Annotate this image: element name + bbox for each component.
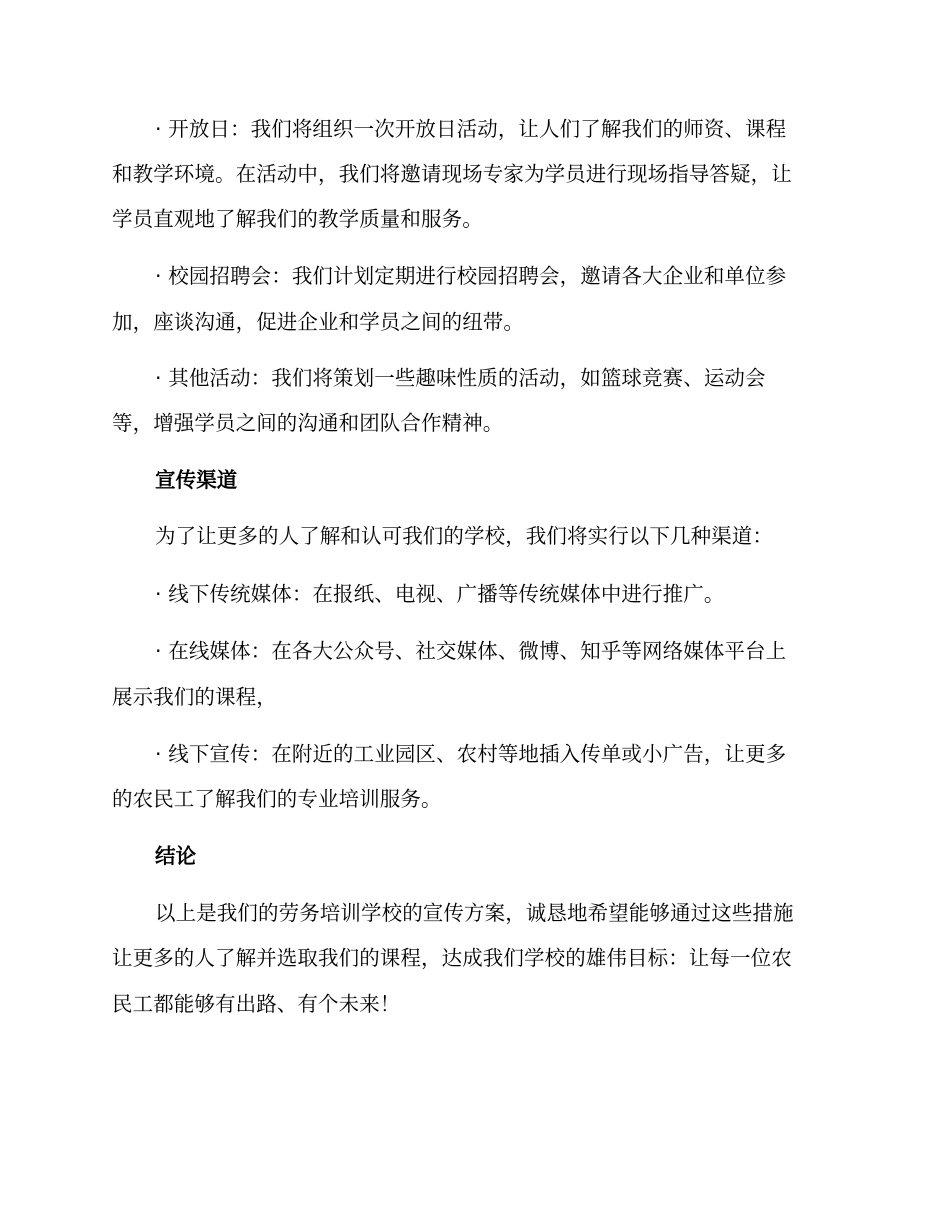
section-heading-conclusion: 结论 <box>155 844 197 868</box>
paragraph-campus-recruit-line-1: · 校园招聘会：我们计划定期进行校园招聘会，邀请各大企业和单位参 <box>155 264 787 288</box>
paragraph-other-activities-line-1: · 其他活动：我们将策划一些趣味性质的活动，如篮球竞赛、运动会 <box>155 366 766 390</box>
paragraph-channels-intro: 为了让更多的人了解和认可我们的学校，我们将实行以下几种渠道： <box>155 524 773 548</box>
paragraph-conclusion-line-3: 民工都能够有出路、有个未来！ <box>112 992 401 1016</box>
paragraph-offline-promo-line-2: 的农民工了解我们的专业培训服务。 <box>112 787 442 811</box>
paragraph-offline-promo-line-1: · 线下宣传：在附近的工业园区、农村等地插入传单或小广告，让更多 <box>155 742 787 766</box>
paragraph-campus-recruit-line-2: 加，座谈沟通，促进企业和学员之间的纽带。 <box>112 310 524 334</box>
paragraph-conclusion-line-1: 以上是我们的劳务培训学校的宣传方案，诚恳地希望能够通过这些措施 <box>155 901 794 925</box>
paragraph-conclusion-line-2: 让更多的人了解并选取我们的课程，达成我们学校的雄伟目标：让每一位农 <box>112 946 792 970</box>
section-heading-channels: 宣传渠道 <box>155 468 238 492</box>
paragraph-offline-media: · 线下传统媒体：在报纸、电视、广播等传统媒体中进行推广。 <box>155 582 725 606</box>
paragraph-open-day-line-2: 和教学环境。在活动中，我们将邀请现场专家为学员进行现场指导答疑，让 <box>112 162 792 186</box>
paragraph-other-activities-line-2: 等，增强学员之间的沟通和团队合作精神。 <box>112 411 504 435</box>
paragraph-open-day-line-1: · 开放日：我们将组织一次开放日活动，让人们了解我们的师资、课程 <box>155 117 787 141</box>
paragraph-online-media-line-1: · 在线媒体：在各大公众号、社交媒体、微博、知乎等网络媒体平台上 <box>155 639 787 663</box>
paragraph-open-day-line-3: 学员直观地了解我们的教学质量和服务。 <box>112 207 483 231</box>
paragraph-online-media-line-2: 展示我们的课程， <box>112 685 277 709</box>
